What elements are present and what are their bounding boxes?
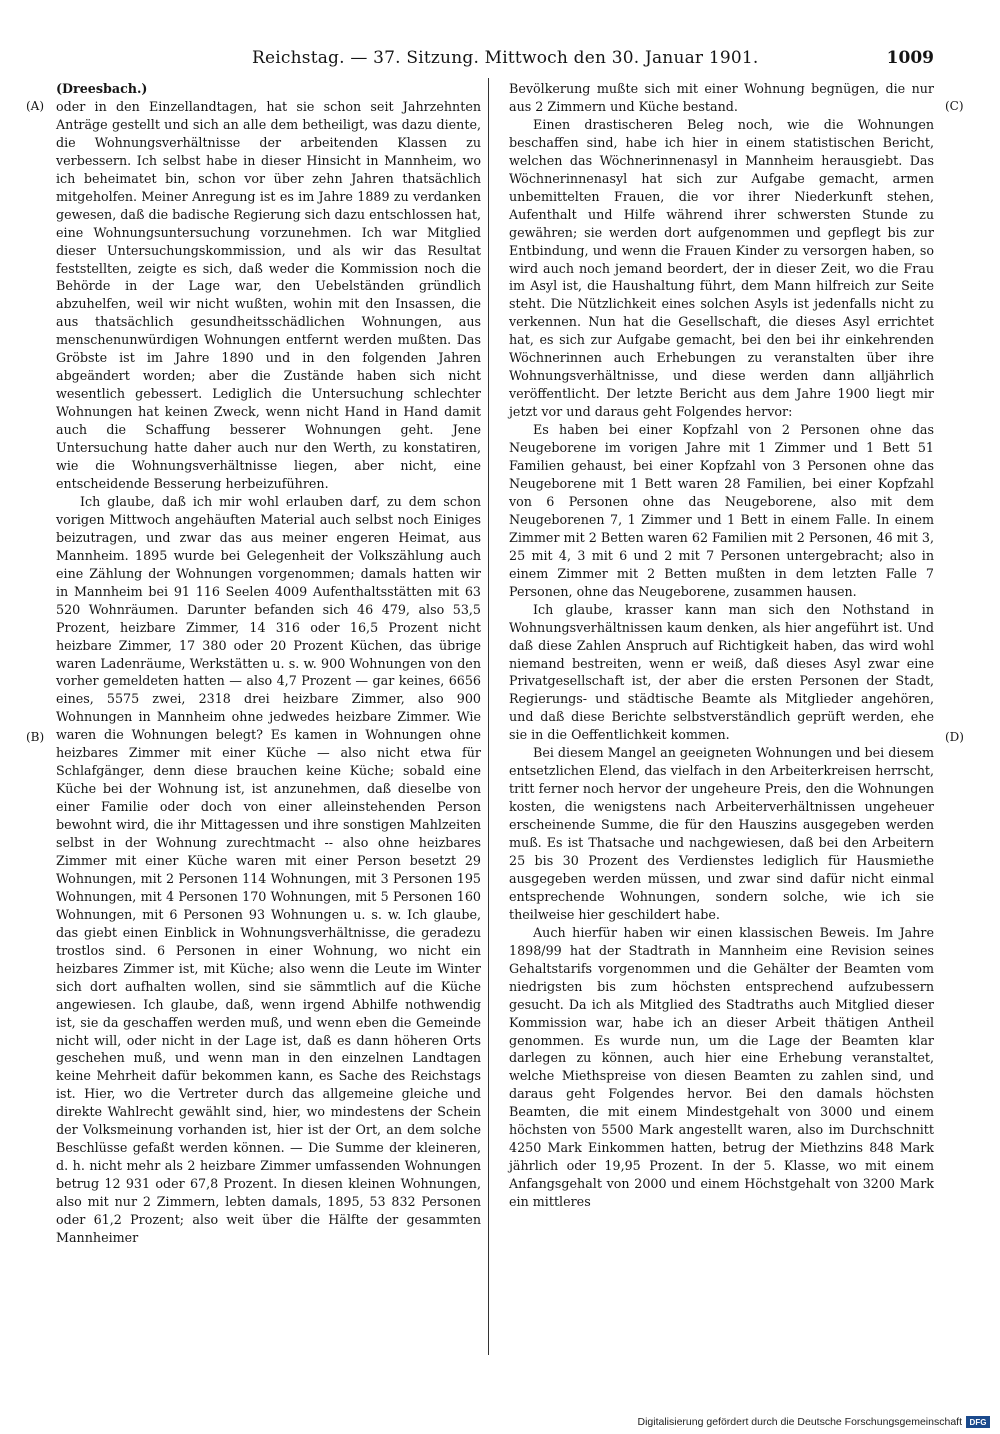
right-paragraph-5: Bei diesem Mangel an geeigneten Wohnungen und bei diesem entsetzlichen Elend, das vielfach in den Arbeiterkreisen herrscht, tritt ferner noch hervor der ungeheure Preis, den die Wohnungen kosten, die wenigstens nach Arbeiterverhältnissen ungeheuer erscheinende Summe, die für den Hauszins ausgegeben werden muß. Es ist Thatsache und nachgewiesen, daß bei den Arbeitern 25 bis 30 Prozent des Verdienstes lediglich für Hausmiethe ausgegeben werden müssen, und zwar sind dafür nicht einmal entsprechende Wohnungen, sondern solche, wie ich sie theilweise hier geschildert habe. bbox=[509, 745, 935, 922]
credit-text: Digitalisierung gefördert durch die Deutsche Forschungsgemeinschaft bbox=[637, 1416, 962, 1428]
page-header bbox=[52, 48, 938, 78]
dfg-logo: DFG bbox=[966, 1416, 990, 1428]
right-column bbox=[509, 80, 934, 1211]
page-number: 1009 bbox=[886, 48, 934, 68]
column-divider bbox=[488, 78, 489, 1355]
right-paragraph-1: Bevölkerung mußte sich mit einer Wohnung begnügen, die nur aus 2 Zimmern und Küche bestand. bbox=[509, 81, 934, 114]
right-paragraph-6: Auch hierfür haben wir einen klassischen Beweis. Im Jahre 1898/99 hat der Stadtrath in Mannheim eine Revision seines Gehaltstarifs vorgenommen und die Gehälter der Beamten vom niedrigsten bis zum höchsten entsprechend aufzubessern gesucht. Da ich als Mitglied des Stadtraths auch Mitglied dieser Kommission war, habe ich an dieser Arbeit thätigen Antheil genommen. Es wurde nun, um die Lage der Beamten klar darlegen zu können, auch hier eine Erhebung veranstaltet, welche Miethspreise von diesen Beamten zu zahlen sind, und daraus geht Folgendes hervor. Bei den damals höchsten Beamten, die mit einem Mindestgehalt von 3000 und einem höchsten von 5500 Mark angestellt waren, also im Durchschnitt 4250 Mark Einkommen hatten, betrug der Miethzins 848 Mark jährlich oder 19,95 Prozent. In der 5. Klasse, wo mit einem Anfangsgehalt von 2000 und einem Höchstgehalt von 3200 Mark ein mittleres bbox=[509, 924, 934, 1210]
running-title: Reichstag. — 37. Sitzung. Mittwoch den 30. Januar 1901. bbox=[252, 48, 759, 68]
margin-marker-c: (C) bbox=[945, 99, 964, 113]
margin-marker-d: (D) bbox=[945, 730, 964, 744]
margin-marker-a: (A) bbox=[26, 99, 45, 113]
left-column bbox=[56, 80, 481, 1247]
left-paragraph-2: Ich glaube, daß ich mir wohl erlauben darf, zu dem schon vorigen Mittwoch angehäuften Material auch selbst noch Einiges beizutragen, und zwar das aus meiner engeren Heimat, aus Mannheim. 1895 wurde bei Gelegenheit der Volkszählung auch eine Zählung der Wohnungen vorgenommen; damals hatten wir in Mannheim bei 91 116 Seelen 4009 Aufenthaltsstätten mit 63 520 Wohnräumen. Darunter befanden sich 46 479, also 53,5 Prozent, heizbare Zimmer, 14 316 oder 16,5 Prozent nicht heizbare Zimmer, 17 380 oder 20 Prozent Küchen, das übrige waren Ladenräume, Werkstätten u. s. w. 900 Wohnungen von den vorher gemeldeten hatten — also 4,7 Prozent — gar keines, 6656 eines, 5575 zwei, 2318 drei heizbare Zimmer, also 900 Wohnungen in Mannheim ohne jedwedes heizbare Zimmer. Wie waren die Wohnungen belegt? Es kamen in Wohnungen ohne heizbares Zimmer mit einer Küche — also nicht etwa für Schlafgänger, denn diese brauchen keine Küche; sobald eine Küche bei der Wohnung ist, ist anzunehmen, daß dieselbe von einer Familie oder doch von einer alleinstehenden Person bewohnt wird, die ihr Mittagessen und ihre sonstigen Mahlzeiten selbst in der Wohnung zurechtmacht -- also ohne heizbares Zimmer mit einer Küche waren mit einer Person besetzt 29 Wohnungen, mit 2 Personen 114 Wohnungen, mit 3 Personen 195 Wohnungen, mit 4 Personen 170 Wohnungen, mit 5 Personen 160 Wohnungen, mit 6 Personen 93 Wohnungen u. s. w. Ich glaube, das giebt einen Einblick in Wohnungsverhältnisse, die geradezu trostlos sind. 6 Personen in einer Wohnung, wo nicht ein heizbares Zimmer ist, mit Küche; also wenn die Leute im Winter sich dort aufhalten wollen, sind sie sämmtlich auf die Küche angewiesen. Ich glaube, daß, wenn irgend Abhilfe nothwendig ist, sie da geschaffen werden muß, und wenn eben die Gemeinde nicht will, oder nicht in der Lage ist, daß es dann höheren Orts geschehen muß, und wenn man in den einzelnen Landtagen keine Mehrheit dafür bekommen kann, es Sache des Reichstags ist. Hier, wo die Vertreter durch das allgemeine gleiche und direkte Wahlrecht gewählt sind, hier, wo mindestens der Schein der Volksmeinung vorhanden ist, hier ist der Ort, an dem solche Beschlüsse gefaßt werden können. — Die Summe der kleineren, d. h. nicht mehr als 2 heizbare Zimmer umfassenden Wohnungen betrug 12 931 oder 67,8 Prozent. In diesen kleinen Wohnungen, also mit nur 2 Zimmern, lebten damals, 1895, 53 832 Personen oder 61,2 Prozent; also weit über die Hälfte der gesammten Mannheimer bbox=[56, 493, 481, 1245]
right-paragraph-3: Es haben bei einer Kopfzahl von 2 Personen ohne das Neugeborene im vorigen Jahre mit 1 Zimmer und 1 Bett 51 Familien gehaust, bei einer Kopfzahl von 3 Personen ohne das Neugeborene mit 1 Bett waren 28 Familien, bei einer Kopfzahl von 6 Personen ohne das Neugeborene, also mit dem Neugeborenen 7, 1 Zimmer und 1 Bett in einem Falle. In einem Zimmer mit 2 Betten waren 62 Familien mit 2 Personen, 46 mit 3, 25 mit 4, 3 mit 6 und 2 mit 7 Personen untergebracht; also in einem Zimmer mit 2 Betten mußten in dem letzten Falle 7 Personen, ohne das Neugeborene, zusammen hausen. bbox=[509, 422, 934, 599]
left-paragraph-1: oder in den Einzellandtagen, hat sie schon seit Jahrzehnten Anträge gestellt und sich an alle dem betheiligt, was dazu diente, die Wohnungsverhältnisse der arbeitenden Klassen zu verbessern. Ich selbst habe in dieser Hinsicht in Mannheim, wo ich beheimatet bin, schon vor über zehn Jahren thatsächlich mitgeholfen. Meiner Anregung ist es im Jahre 1889 zu verdanken gewesen, daß die badische Regierung sich dazu entschlossen hat, eine Wohnungsuntersuchung vorzunehmen. Ich war Mitglied dieser Untersuchungskommission, und als wir das Resultat feststellten, zeigte es sich, daß weder die Kommission noch die Behörde in der Lage war, den Uebelständen gründlich abzuhelfen, weil wir nicht wußten, wohin mit den Insassen, die aus thatsächlich gesundheitsschädlichen Wohnungen, aus menschenunwürdigen Wohnungen entfernt werden mußten. Das Gröbste ist im Jahre 1890 und in den folgenden Jahren abgeändert worden; aber die Zustände haben sich nicht wesentlich gebessert. Lediglich die Untersuchung schlechter Wohnungen hat keinen Zweck, wenn nicht Hand in Hand damit auch die Schaffung besserer Wohnungen geht. Jene Untersuchung hatte daher auch nur den Werth, zu konstatiren, wie die Wohnungsverhältnisse liegen, aber nicht, eine entscheidende Besserung herbeizuführen. bbox=[56, 98, 481, 491]
right-paragraph-4: Ich glaube, krasser kann man sich den Nothstand in Wohnungsverhältnissen kaum denken, als hier angeführt ist. Und daß diese Zahlen Anspruch auf Richtigkeit haben, das wird wohl niemand bestreiten, wenn er weiß, daß dieses Asyl zwar eine Privatgesellschaft ist, der aber die ersten Personen der Stadt, Regierungs- und städtische Beamte als Mitglieder angehören, und daß diese Berichte selbstverständlich geprüft werden, ehe sie in die Oeffentlichkeit kommen. bbox=[509, 601, 934, 743]
speaker-label: (Dreesbach.) bbox=[56, 81, 148, 96]
margin-marker-b: (B) bbox=[26, 730, 45, 744]
right-paragraph-2: Einen drastischeren Beleg noch, wie die Wohnungen beschaffen sind, habe ich hier in einem statistischen Bericht, welchen das Wöchnerinnenasyl in Mannheim herausgiebt. Das Wöchnerinnenasyl hat sich zur Aufgabe gemacht, armen unbemittelten Frauen, die vor ihrer Niederkunft stehen, Aufenthalt und Hilfe während ihrer schwersten Stunde zu gewähren; sie werden dort aufgenommen und gepflegt bis zur Entbindung, und wenn die Frauen Kinder zu versorgen haben, so wird auch noch jemand beordert, der in dieser Zeit, wo die Frau im Asyl ist, die Haushaltung führt, dem Mann hilfreich zur Seite steht. Die Nützlichkeit eines solchen Asyls ist jedenfalls nicht zu verkennen. Nun hat die Gesellschaft, die dieses Asyl errichtet hat, es sich zur Aufgabe gemacht, bei den bei ihr einkehrenden Wöchnerinnen auch Erhebungen zu veranstalten über ihre Wohnungsverhältnisse, und diese werden dann alljährlich veröffentlicht. Der letzte Bericht aus dem Jahre 1900 liegt mir jetzt vor und daraus geht Folgendes hervor: bbox=[509, 116, 934, 420]
digitization-credit bbox=[637, 1416, 990, 1428]
